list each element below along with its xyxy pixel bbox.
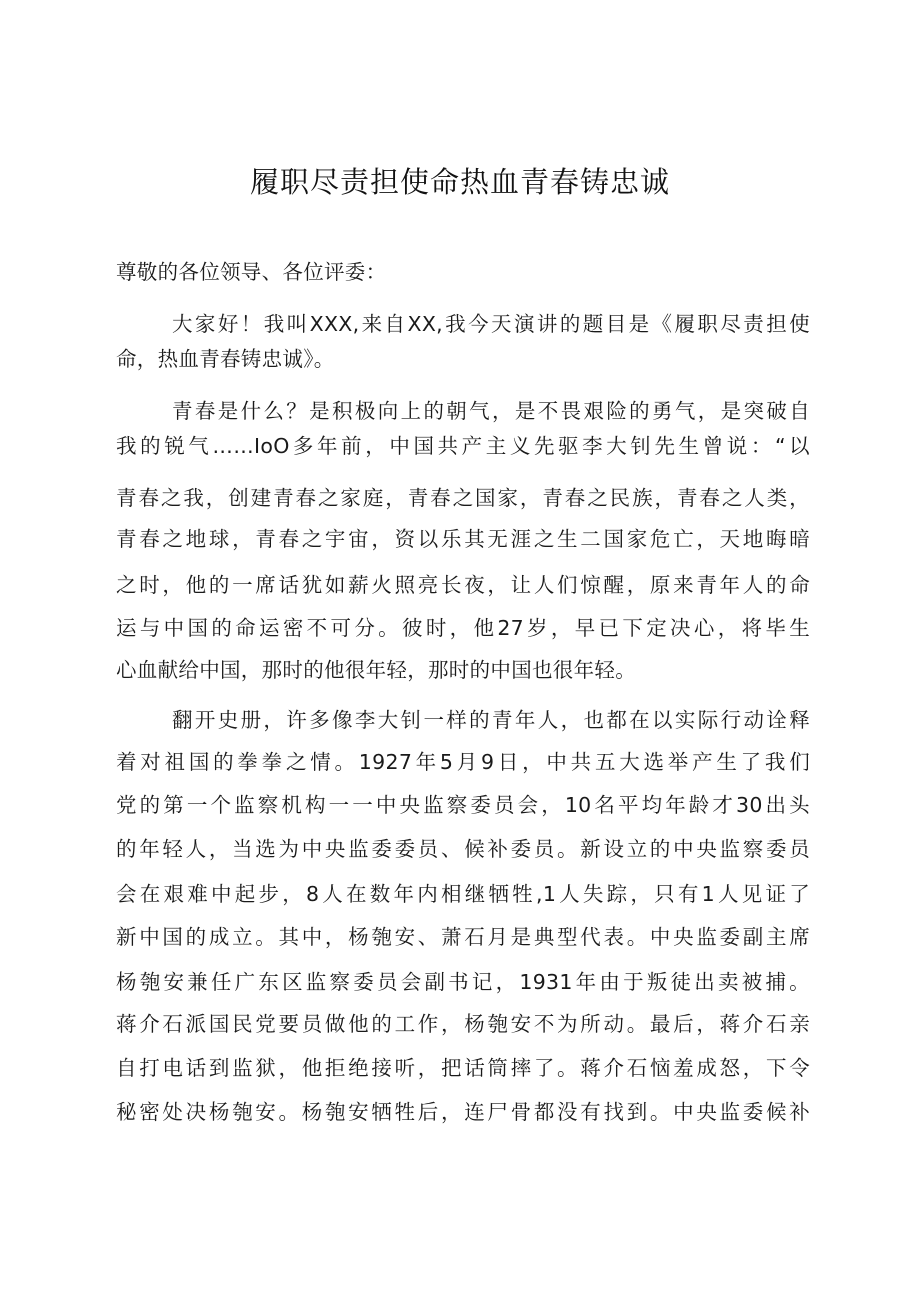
paragraph-line: 自打电话到监狱，他拒绝接听，把话筒摔了。蒋介石恼羞成怒，下令 bbox=[116, 1056, 810, 1080]
paragraph-line: 之时，他的一席话犹如薪火照亮长夜，让人们惊醒，原来青年人的命 bbox=[116, 573, 810, 597]
paragraph-line: 杨匏安兼任广东区监察委员会副书记，1931年由于叛徒出卖被捕。 bbox=[116, 970, 810, 994]
paragraph-line: 的年轻人，当选为中央监委委员、候补委员。新设立的中央监察委员 bbox=[116, 837, 810, 861]
paragraph-line: 党的第一个监察机构一一中央监察委员会，10名平均年龄才30出头 bbox=[116, 793, 810, 817]
paragraph-line: 新中国的成立。其中，杨匏安、萧石月是典型代表。中央监委副主席 bbox=[116, 925, 810, 949]
paragraph-line: 秘密处决杨匏安。杨匏安牺牲后，连尸骨都没有找到。中央监委候补 bbox=[116, 1100, 810, 1124]
paragraph-line: 青春是什么？是积极向上的朝气，是不畏艰险的勇气，是突破自 bbox=[172, 399, 810, 423]
paragraph-line: 我的锐气……IoO多年前，中国共产主义先驱李大钊先生曾说：“以 bbox=[116, 434, 810, 458]
paragraph-line: 青春之地球，青春之宇宙，资以乐其无涯之生二国家危亡，天地晦暗 bbox=[116, 527, 810, 551]
paragraph-line: 青春之我，创建青春之家庭，青春之国家，青春之民族，青春之人类， bbox=[116, 486, 810, 510]
salutation: 尊敬的各位领导、各位评委： bbox=[116, 260, 387, 284]
paragraph-line: 心血献给中国，那时的他很年轻，那时的中国也很年轻。 bbox=[116, 658, 636, 682]
paragraph-line: 蒋介石派国民党要员做他的工作，杨匏安不为所动。最后，蒋介石亲 bbox=[116, 1012, 810, 1036]
paragraph-line: 大家好！我叫XXX,来自XX,我今天演讲的题目是《履职尽责担使 bbox=[172, 312, 810, 336]
paragraph-line: 翻开史册，许多像李大钊一样的青年人，也都在以实际行动诠释 bbox=[172, 708, 810, 732]
document-title: 履职尽责担使命热血青春铸忠诚 bbox=[249, 165, 670, 199]
paragraph-line: 着对祖国的拳拳之情。1927年5月9日，中共五大选举产生了我们 bbox=[116, 750, 810, 774]
paragraph-line: 运与中国的命运密不可分。彼时，他27岁，早已下定决心，将毕生 bbox=[116, 616, 810, 640]
paragraph-line: 会在艰难中起步，8人在数年内相继牺牲,1人失踪，只有1人见证了 bbox=[116, 882, 810, 906]
paragraph-line: 命，热血青春铸忠诚》。 bbox=[116, 347, 335, 371]
